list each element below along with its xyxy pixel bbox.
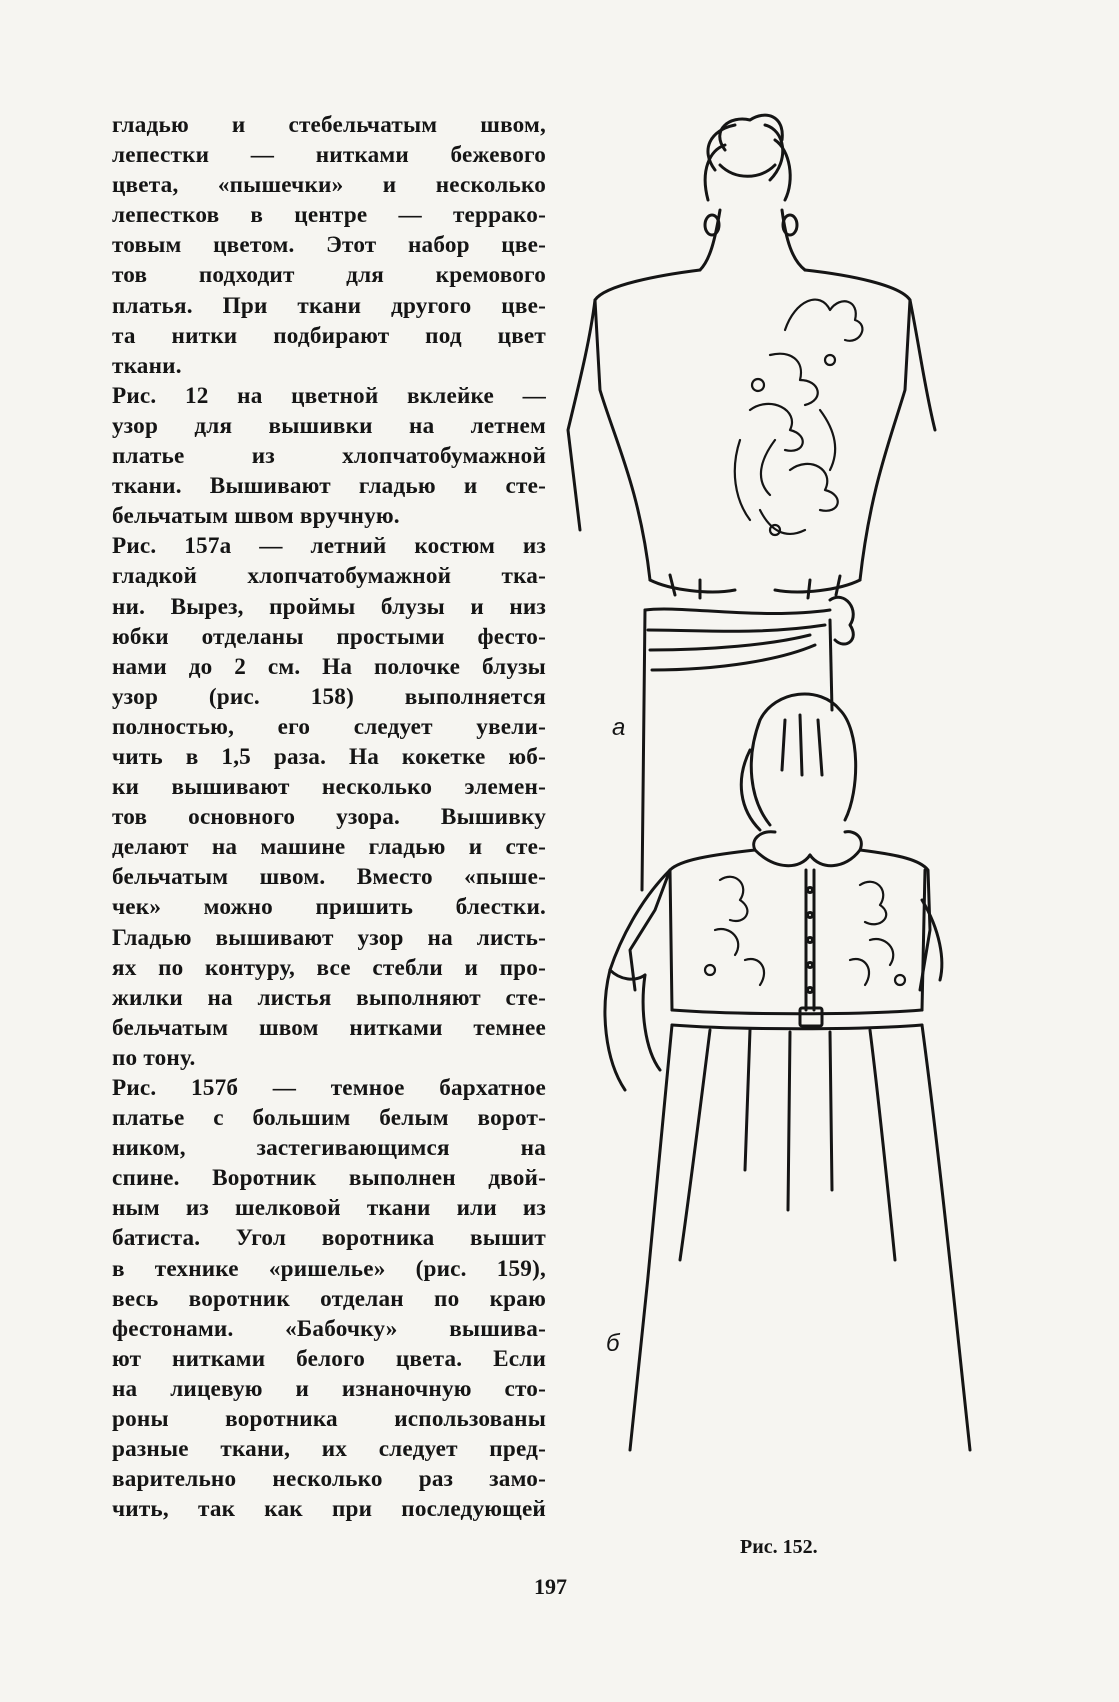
text-line: спине. Воротник выполнен двой- [112,1165,546,1192]
body-text [112,110,546,1524]
text-line: варительно несколько раз замо- [112,1466,546,1493]
text-line: Рис. 157б — темное бархатное [112,1075,546,1101]
figure-b-drawing [605,694,970,1450]
text-line: жилки на листья выполняют сте- [112,984,546,1011]
text-line: на лицевую и изнаночную сто- [112,1375,546,1402]
text-line: ни. Вырез, проймы блузы и низ [112,593,546,620]
text-line: ным из шелковой ткани или из [112,1195,546,1222]
text-line: товым цветом. Этот набор цве- [112,232,546,259]
text-line: роны воротника использованы [112,1406,546,1433]
text-line: Рис. 157а — летний костюм из [112,533,546,560]
text-line: гладью и стебельчатым швом, [112,112,546,138]
text-line: бельчатым швом. Вместо «пыше- [112,864,546,891]
text-line: цвета, «пышечки» и несколько [112,172,546,199]
text-line: платье из хлопчатобумажной [112,443,546,470]
figure-caption: Рис. 152. [740,1536,818,1558]
text-line: Гладью вышивают узор на листь- [112,924,546,951]
text-line: гладкой хлопчатобумажной тка- [112,563,546,590]
text-line: чить в 1,5 раза. На кокетке юб- [112,743,546,770]
text-line: ях по контуру, все стебли и про- [112,954,546,981]
text-line: узор для вышивки на летнем [112,412,546,439]
text-line: ником, застегивающимся на [112,1135,546,1162]
text-line: разные ткани, их следует пред- [112,1436,546,1463]
text-line: лепестков в центре — террако- [112,202,546,229]
text-line: платья. При ткани другого цве- [112,292,546,319]
text-line: полностью, его следует увели- [112,713,546,740]
text-line: тов основного узора. Вышивку [112,804,546,831]
text-line: батиста. Угол воротника вышит [112,1225,546,1252]
text-line: весь воротник отделан по краю [112,1285,546,1312]
text-line: делают на машине гладью и сте- [112,834,546,861]
text-line: лепестки — нитками бежевого [112,142,546,169]
figure-label-a: а [612,714,626,741]
text-line: по тону. [112,1044,196,1071]
text-line: бельчатым швом нитками темнее [112,1014,546,1041]
text-line: узор (рис. 158) выполняется [112,683,546,710]
text-line: Рис. 12 на цветной вклейке — [112,382,546,409]
text-line: чить, так как при последующей [112,1496,546,1523]
text-line: нами до 2 см. На полочке блузы [112,653,546,680]
text-line: юбки отделаны простыми фесто- [112,623,546,650]
fashion-illustration [560,110,1060,1550]
text-line: та нитки подбирают под цвет [112,322,546,349]
text-line: в технике «ришелье» (рис. 159), [112,1255,546,1282]
text-line: фестонами. «Бабочку» вышива- [112,1315,546,1342]
text-line: ют нитками белого цвета. Если [112,1345,546,1372]
text-line: чек» можно пришить блестки. [112,894,546,921]
page-number: 197 [534,1574,567,1599]
text-line: бельчатым швом вручную. [112,503,400,530]
text-line: тов подходит для кремового [112,262,546,289]
text-line: ткани. [112,352,182,379]
text-line: ки вышивают несколько элемен- [112,774,546,801]
figure-label-b: б [606,1330,620,1357]
text-line: ткани. Вышивают гладью и сте- [112,473,546,500]
text-line: платье с большим белым ворот- [112,1105,546,1132]
